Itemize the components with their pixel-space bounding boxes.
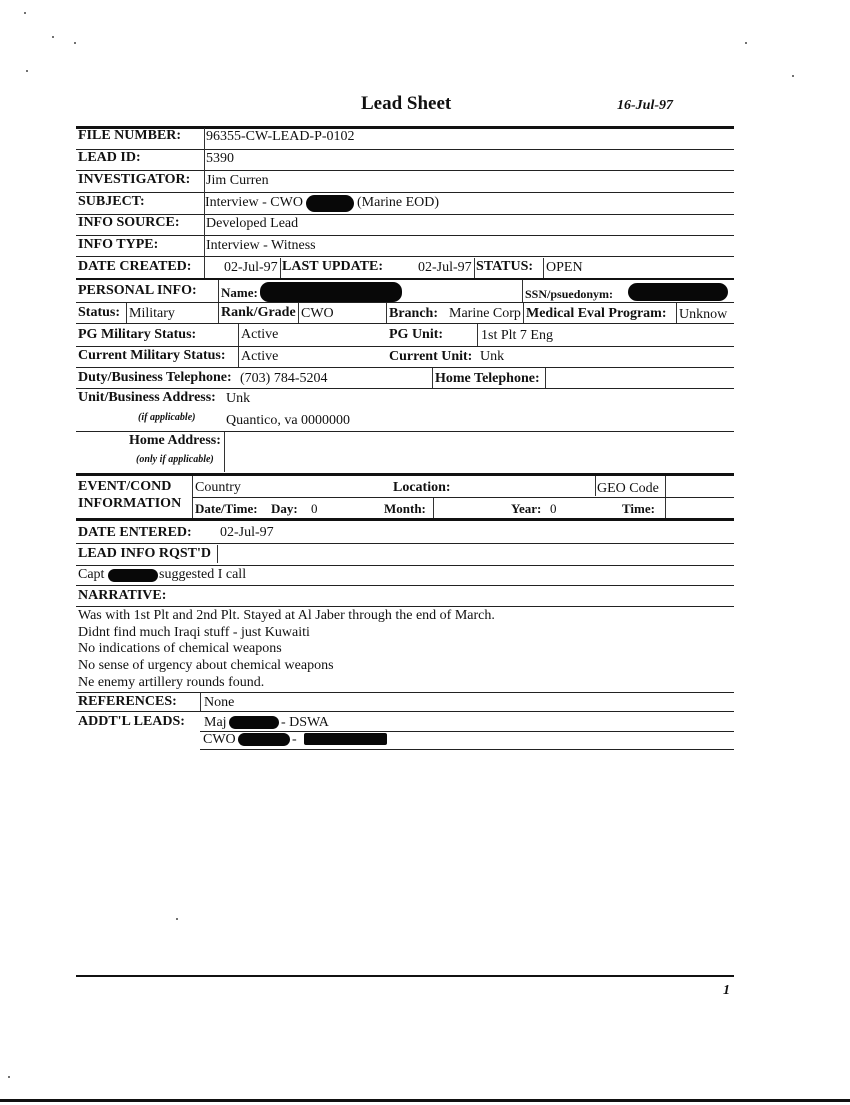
lead-id-label: LEAD ID: xyxy=(78,150,141,165)
narrative-line: Ne enemy artillery rounds found. xyxy=(78,675,265,690)
scan-speck xyxy=(176,918,178,920)
subject-label: SUBJECT: xyxy=(78,194,145,209)
pg-military-value: Active xyxy=(241,327,279,342)
month-label: Month: xyxy=(384,501,426,516)
cell-divider xyxy=(238,347,239,367)
year-label: Year: xyxy=(511,501,542,516)
date-created-value: 02-Jul-97 xyxy=(224,260,278,275)
status-label: STATUS: xyxy=(476,259,534,274)
row-rule xyxy=(200,749,734,750)
narrative-label: NARRATIVE: xyxy=(78,588,167,603)
location-label: Location: xyxy=(393,480,451,495)
status-field-value: Military xyxy=(129,306,175,321)
medical-value: Unknow xyxy=(679,307,728,322)
section-rule xyxy=(76,518,734,521)
rank-label: Rank/Grade xyxy=(221,305,296,320)
references-value: None xyxy=(204,695,235,710)
redaction-mark xyxy=(238,733,290,746)
cell-divider xyxy=(523,303,524,323)
cell-divider xyxy=(238,324,239,346)
unit-address-label: Unit/Business Address: xyxy=(78,390,216,405)
redaction-mark xyxy=(306,195,354,212)
row-rule xyxy=(76,565,734,566)
day-value: 0 xyxy=(311,501,318,516)
current-military-value: Active xyxy=(241,349,279,364)
scan-speck xyxy=(792,75,794,77)
date-entered-label: DATE ENTERED: xyxy=(78,525,192,540)
scan-speck xyxy=(8,1076,10,1078)
home-address-label: Home Address: xyxy=(129,433,221,448)
row-rule xyxy=(76,367,734,368)
section-rule xyxy=(76,278,734,280)
cell-divider xyxy=(386,303,387,323)
scan-edge-rule xyxy=(0,1099,850,1102)
cell-divider xyxy=(218,280,219,302)
time-label: Time: xyxy=(622,501,655,516)
scan-speck xyxy=(26,70,28,72)
unit-address-line2: Quantico, va 0000000 xyxy=(226,413,351,428)
duty-phone-label: Duty/Business Telephone: xyxy=(78,370,232,385)
redaction-mark xyxy=(108,569,158,582)
year-value: 0 xyxy=(550,501,557,516)
row-rule xyxy=(76,256,734,257)
narrative-line: Was with 1st Plt and 2nd Plt. Stayed at Al Jaber through the end of March. xyxy=(78,608,495,623)
current-unit-value: Unk xyxy=(480,349,505,364)
row-rule xyxy=(76,543,734,544)
date-entered-value: 02-Jul-97 xyxy=(220,525,274,540)
info-source-value: Developed Lead xyxy=(206,216,299,231)
capt-prefix: Capt xyxy=(78,567,105,582)
status-value: OPEN xyxy=(546,260,583,275)
addtl-lead-2-prefix: CWO xyxy=(203,732,236,747)
cell-divider xyxy=(477,324,478,346)
last-update-label: LAST UPDATE: xyxy=(282,259,384,274)
datetime-label: Date/Time: xyxy=(195,501,258,516)
info-type-label: INFO TYPE: xyxy=(78,237,159,252)
row-rule xyxy=(76,170,734,171)
current-unit-label: Current Unit: xyxy=(389,349,473,364)
cell-divider xyxy=(543,258,544,278)
cell-divider xyxy=(217,545,218,563)
row-rule xyxy=(76,149,734,150)
row-rule xyxy=(192,497,734,498)
ssn-label: SSN/psuedonym: xyxy=(525,287,614,301)
redaction-mark xyxy=(260,282,402,302)
scan-speck xyxy=(24,12,26,14)
header-date: 16-Jul-97 xyxy=(617,98,673,113)
country-label: Country xyxy=(195,480,241,495)
capt-suffix: suggested I call xyxy=(159,567,247,582)
row-rule xyxy=(76,302,734,303)
page-number: 1 xyxy=(723,983,730,998)
row-rule xyxy=(200,731,734,732)
section-rule xyxy=(76,473,734,476)
pg-unit-label: PG Unit: xyxy=(389,327,444,342)
event-label-1: EVENT/COND xyxy=(78,479,172,494)
footer-rule xyxy=(76,975,734,977)
row-rule xyxy=(76,711,734,712)
cell-divider xyxy=(433,498,434,518)
cell-divider xyxy=(298,303,299,323)
subject-value: Interview - CWO xyxy=(205,195,303,210)
redaction-mark xyxy=(304,733,387,745)
cell-divider xyxy=(218,303,219,323)
scan-speck xyxy=(52,36,54,38)
status-field-label: Status: xyxy=(78,305,121,320)
personal-info-label: PERSONAL INFO: xyxy=(78,283,197,298)
medical-label: Medical Eval Program: xyxy=(526,306,667,321)
scan-speck xyxy=(74,42,76,44)
home-phone-label: Home Telephone: xyxy=(435,371,540,386)
investigator-label: INVESTIGATOR: xyxy=(78,172,191,187)
narrative-line: No indications of chemical weapons xyxy=(78,641,282,656)
cell-divider xyxy=(280,258,281,278)
cell-divider xyxy=(432,368,433,388)
current-military-label: Current Military Status: xyxy=(78,348,226,363)
cell-divider xyxy=(474,258,475,278)
redaction-mark xyxy=(229,716,279,729)
only-if-applicable-note: (only if applicable) xyxy=(136,454,214,465)
addtl-lead-2-suffix: - xyxy=(292,732,297,747)
cell-divider xyxy=(676,303,677,323)
rank-value: CWO xyxy=(301,306,334,321)
file-number-label: FILE NUMBER: xyxy=(78,128,182,143)
row-rule xyxy=(76,692,734,693)
row-rule xyxy=(76,235,734,236)
row-rule xyxy=(76,192,734,193)
lead-info-label: LEAD INFO RQST'D xyxy=(78,546,212,561)
name-label: Name: xyxy=(221,285,258,300)
if-applicable-note: (if applicable) xyxy=(138,412,196,423)
row-rule xyxy=(76,431,734,432)
cell-divider xyxy=(595,476,596,496)
page-title: Lead Sheet xyxy=(361,93,452,114)
references-label: REFERENCES: xyxy=(78,694,177,709)
date-created-label: DATE CREATED: xyxy=(78,259,192,274)
geo-code-label: GEO Code xyxy=(597,481,659,496)
cell-divider xyxy=(522,280,523,302)
file-number-value: 96355-CW-LEAD-P-0102 xyxy=(206,129,355,144)
row-rule xyxy=(76,323,734,324)
branch-value: Marine Corp xyxy=(449,306,521,321)
narrative-line: No sense of urgency about chemical weapons xyxy=(78,658,334,673)
unit-address-line1: Unk xyxy=(226,391,251,406)
lead-id-value: 5390 xyxy=(206,151,234,166)
duty-phone-value: (703) 784-5204 xyxy=(240,371,328,386)
row-rule xyxy=(76,606,734,607)
cell-divider xyxy=(224,432,225,472)
redaction-mark xyxy=(628,283,728,301)
row-rule xyxy=(76,585,734,586)
subject-suffix: (Marine EOD) xyxy=(357,195,440,210)
row-rule xyxy=(76,388,734,389)
cell-divider xyxy=(200,693,201,711)
cell-divider xyxy=(545,368,546,388)
pg-unit-value: 1st Plt 7 Eng xyxy=(481,328,553,343)
column-divider xyxy=(204,128,205,278)
narrative-line: Didnt find much Iraqi stuff - just Kuwaiti xyxy=(78,625,310,640)
addtl-leads-label: ADDT'L LEADS: xyxy=(78,714,185,729)
info-type-value: Interview - Witness xyxy=(206,238,316,253)
branch-label: Branch: xyxy=(389,306,438,321)
cell-divider xyxy=(126,303,127,323)
event-label-2: INFORMATION xyxy=(78,496,182,511)
row-rule xyxy=(76,346,734,347)
pg-military-label: PG Military Status: xyxy=(78,327,197,342)
scan-speck xyxy=(745,42,747,44)
addtl-lead-1-suffix: - DSWA xyxy=(281,715,329,730)
last-update-value: 02-Jul-97 xyxy=(418,260,472,275)
day-label: Day: xyxy=(271,501,298,516)
info-source-label: INFO SOURCE: xyxy=(78,215,180,230)
investigator-value: Jim Curren xyxy=(206,173,269,188)
addtl-lead-1-prefix: Maj xyxy=(204,715,227,730)
